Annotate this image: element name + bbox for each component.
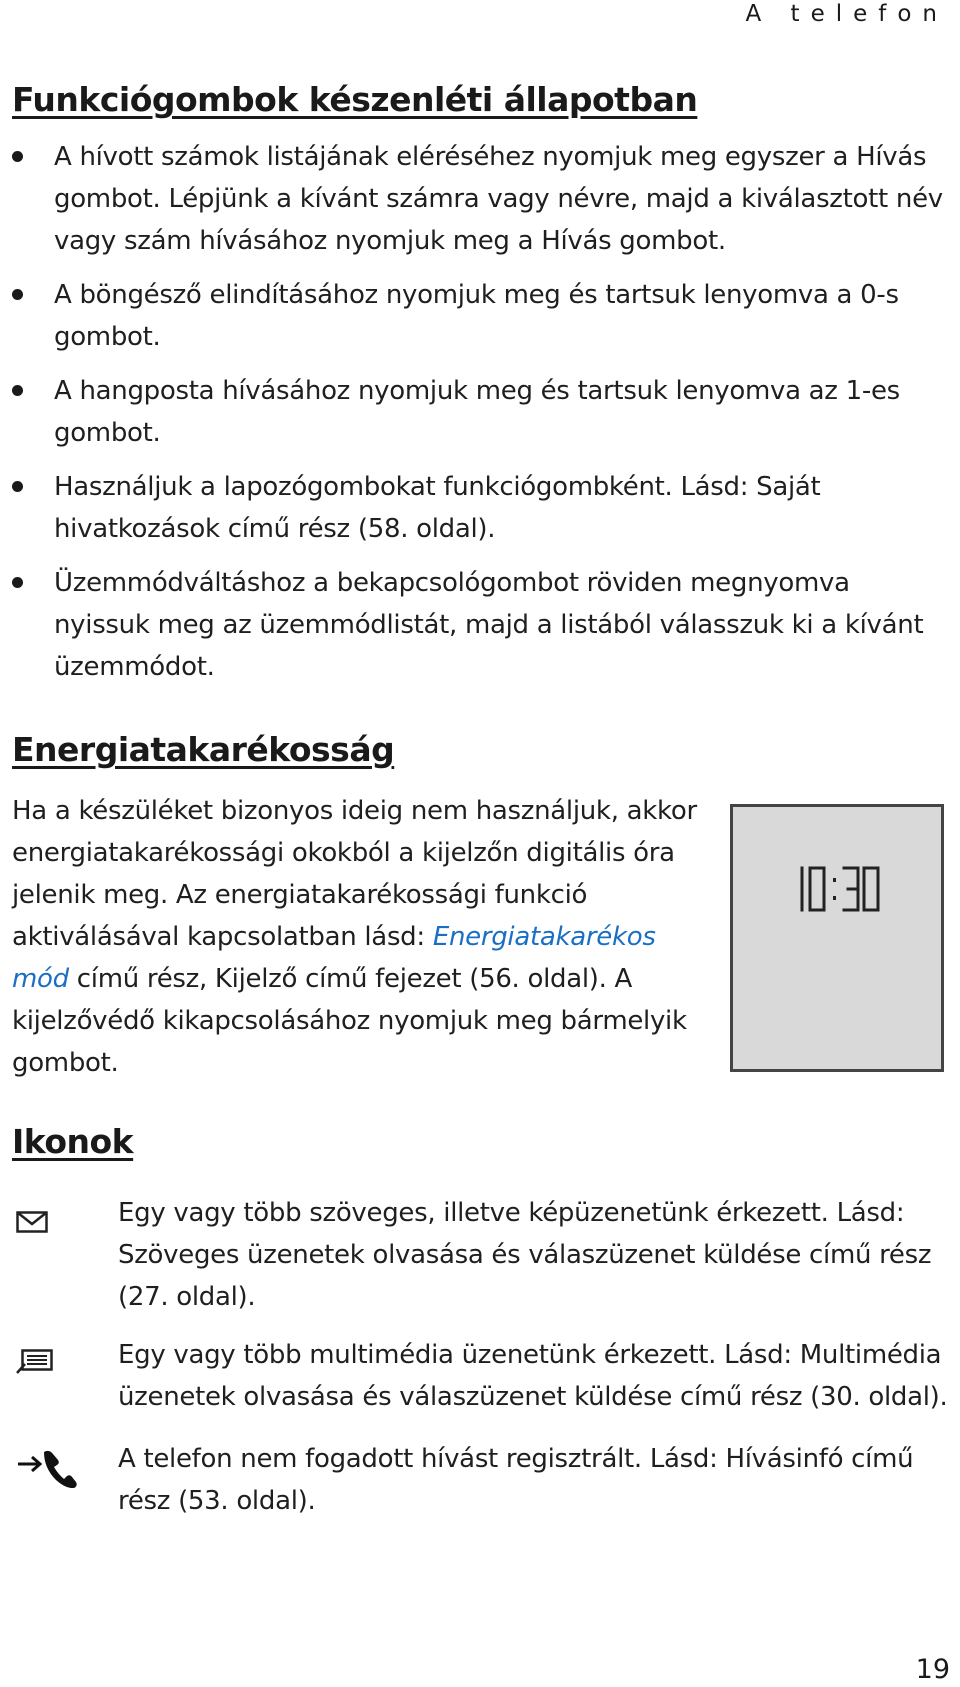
list-item-text: A böngésző elindításához nyomjuk meg és tartsuk lenyomva a 0-s gombot. bbox=[54, 280, 899, 352]
envelope-icon bbox=[16, 1204, 48, 1246]
bullet-icon bbox=[12, 385, 23, 396]
list-item-text: A hívott számok listájának eléréséhez nyomjuk meg egyszer a Hívás gombot. Lépjünk a kívánt számra vagy névre, majd a kiválasztott név vagy szám hívásához nyomjuk meg a Hívás gombot. bbox=[54, 142, 943, 256]
list-item bbox=[0, 562, 945, 688]
multimedia-message-icon bbox=[16, 1346, 54, 1388]
running-head: A telefon bbox=[745, 1, 948, 27]
list-item-text: Üzemmódváltáshoz a bekapcsológombot röviden megnyomva nyissuk meg az üzemmódlistát, majd a listából válasszuk ki a kívánt üzemmódot. bbox=[54, 568, 924, 682]
clock-time bbox=[733, 807, 734, 808]
bullet-icon bbox=[12, 151, 23, 162]
paragraph-text: Ha a készüléket bizonyos ideig nem használjuk, akkor energiatakarékossági okokból a kijelzőn digitális óra jelenik meg. Az energiatakarékossági funkció aktiválásával kapcsolatban lásd: bbox=[12, 796, 697, 952]
power-saving-paragraph bbox=[12, 790, 712, 1084]
list-item bbox=[0, 466, 945, 550]
bullet-icon bbox=[12, 289, 23, 300]
power-saving-mode-link[interactable]: Energiatakarékos mód bbox=[12, 922, 656, 994]
paragraph-text: című rész, Kijelző című fejezet (56. oldal). A kijelzővédő kikapcsolásához nyomjuk meg bármelyik gombot. bbox=[12, 964, 687, 1078]
missed-call-icon bbox=[16, 1448, 78, 1501]
list-item-text: A hangposta hívásához nyomjuk meg és tartsuk lenyomva az 1-es gombot. bbox=[54, 376, 900, 448]
icon-description: A telefon nem fogadott hívást regisztrált. Lásd: Hívásinfó című rész (53. oldal). bbox=[118, 1444, 914, 1516]
list-item bbox=[0, 136, 945, 262]
bullet-icon bbox=[12, 577, 23, 588]
list-item bbox=[0, 370, 945, 454]
digital-clock-icon bbox=[796, 865, 880, 913]
section-title-power-saving: Energiatakarékosság bbox=[12, 730, 395, 769]
function-keys-list bbox=[0, 136, 945, 700]
screensaver-display-illustration bbox=[730, 804, 944, 1072]
section-title-icons: Ikonok bbox=[12, 1122, 134, 1161]
icon-description: Egy vagy több multimédia üzenetünk érkezett. Lásd: Multimédia üzenetek olvasása és válaszüzenet küldése című rész (30. oldal). bbox=[118, 1340, 948, 1412]
bullet-icon bbox=[12, 481, 23, 492]
page-number: 19 bbox=[915, 1654, 950, 1685]
list-item bbox=[0, 274, 945, 358]
icon-description: Egy vagy több szöveges, illetve képüzenetünk érkezett. Lásd: Szöveges üzenetek olvasása és válaszüzenet küldése című rész (27. oldal). bbox=[118, 1198, 932, 1312]
section-title-function-keys: Funkciógombok készenléti állapotban bbox=[12, 80, 698, 119]
list-item-text: Használjuk a lapozógombokat funkciógombként. Lásd: Saját hivatkozások című rész (58. oldal). bbox=[54, 472, 821, 544]
